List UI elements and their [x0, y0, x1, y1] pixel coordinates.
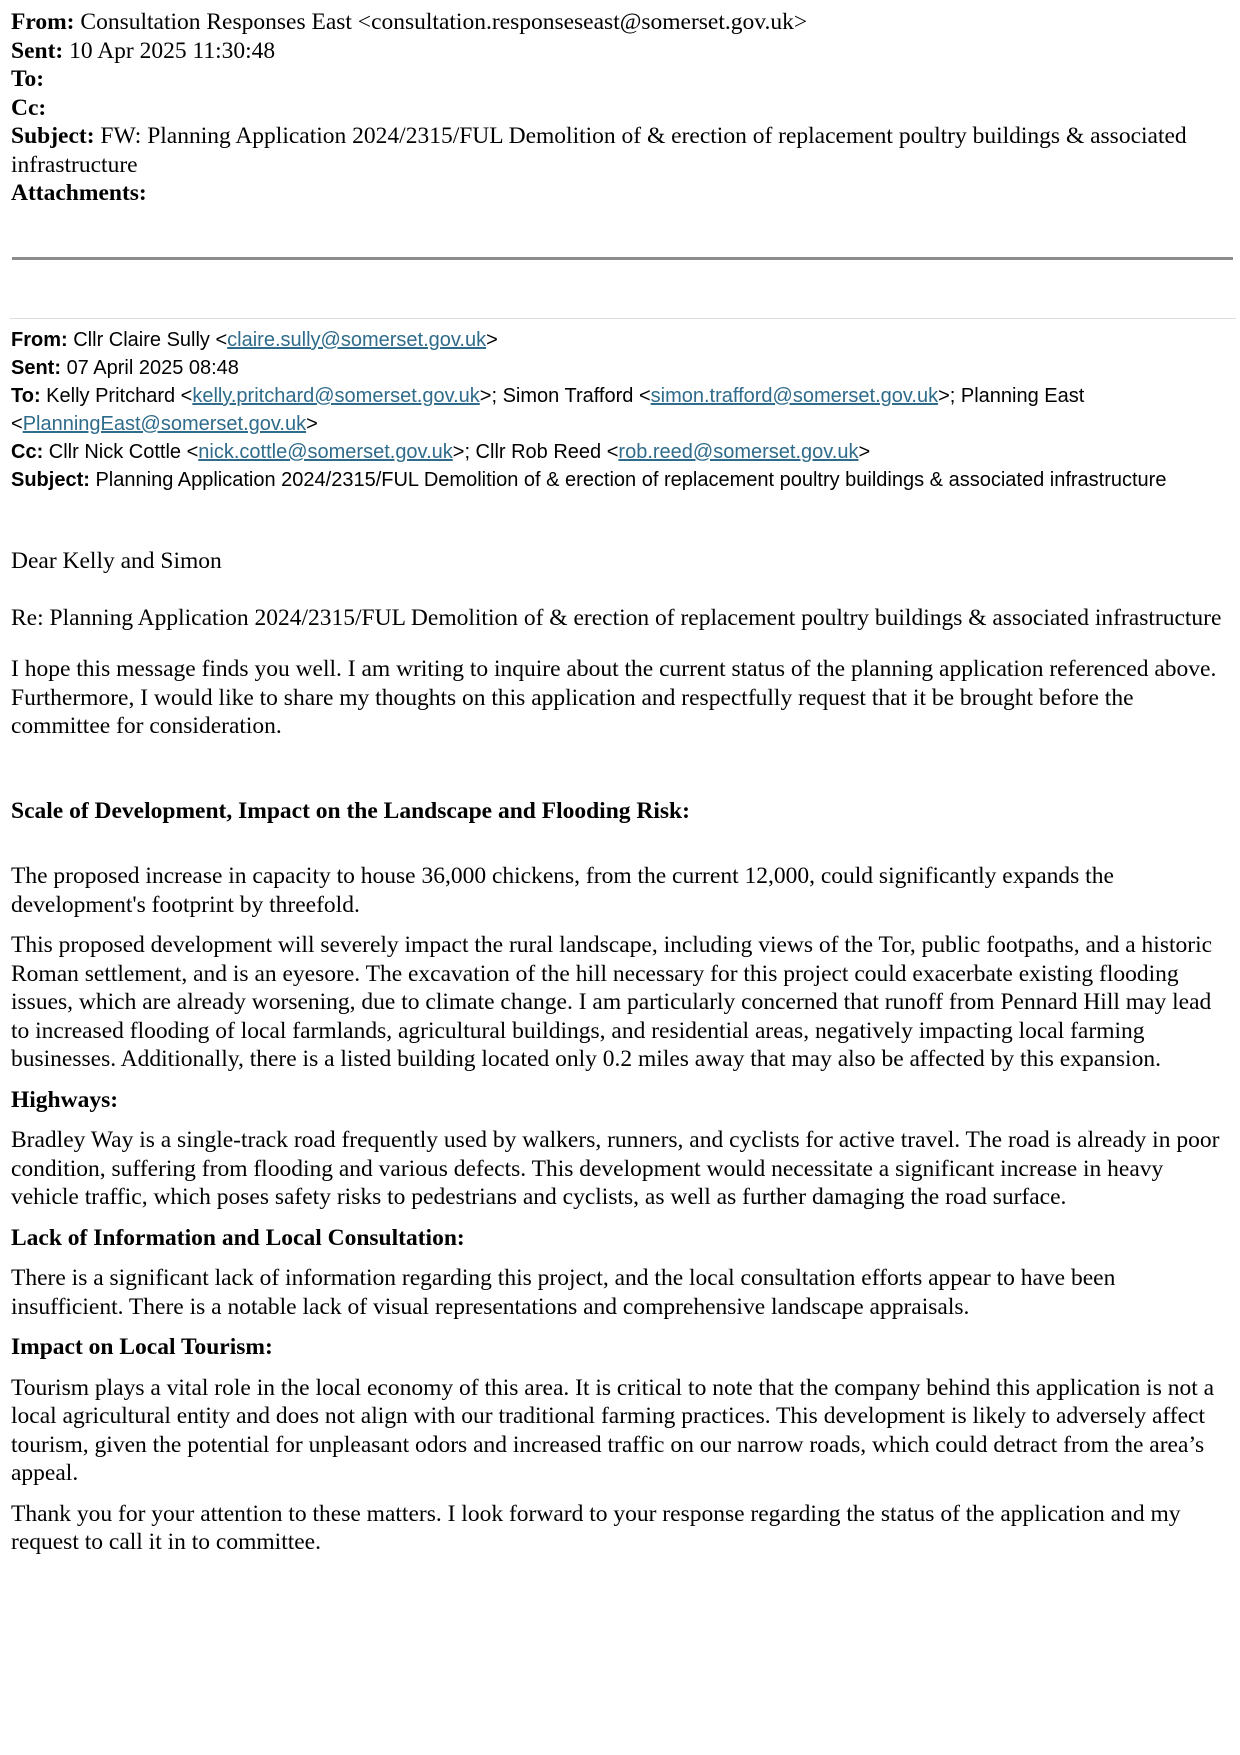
- attachments-label: Attachments:: [11, 180, 147, 206]
- subject-value: FW: Planning Application 2024/2315/FUL Demolition of & erection of replacement poultry buildings & associated infrastructure: [11, 123, 1187, 178]
- to-name-kelly: Kelly Pritchard <: [46, 385, 193, 407]
- from-value: Consultation Responses East <consultation.responseseast@somerset.gov.uk>: [80, 9, 808, 35]
- greeting: Dear Kelly and Simon: [11, 548, 222, 574]
- from-label: From:: [11, 9, 75, 35]
- scale-paragraph-2: This proposed development will severely impact the rural landscape, including views of the Tor, public footpaths, and a historic Roman settlement, and is an eyesore. The excavation of the hill necessary for this project could exacerbate existing flooding issues, which are already worsening, due to climate change. I am particularly concerned that runoff from Pennard Hill may lead to increased flooding of local farmlands, agricultural buildings, and residential areas, negatively impacting local farming businesses. Additionally, there is a listed building located only 0.2 miles away that may also be affected by this expansion.: [11, 932, 1213, 1072]
- email-link-claire-sully[interactable]: claire.sully@somerset.gov.uk: [227, 329, 487, 351]
- email-link-nick-cottle[interactable]: nick.cottle@somerset.gov.uk: [198, 441, 453, 463]
- inner-from-name: Cllr Claire Sully <: [73, 329, 228, 351]
- inner-cc-label: Cc:: [11, 441, 44, 463]
- to-label: To:: [11, 66, 45, 92]
- outer-sent-row: [11, 37, 1221, 66]
- inner-from-row: [11, 326, 1226, 354]
- to-name-planning-east: >; Planning East <: [11, 385, 1085, 435]
- inner-from-label: From:: [11, 329, 68, 351]
- inner-to-row: [11, 382, 1226, 438]
- inner-sent-value: 07 April 2025 08:48: [66, 357, 239, 379]
- outer-email-header: [11, 8, 1221, 208]
- heading-scale-of-development: Scale of Development, Impact on the Landscape and Flooding Risk:: [11, 797, 690, 824]
- inner-subject-row: [11, 466, 1226, 494]
- email-link-simon-trafford[interactable]: simon.trafford@somerset.gov.uk: [650, 385, 939, 407]
- forwarded-email-header: [11, 326, 1226, 494]
- inner-subject-label: Subject:: [11, 469, 90, 491]
- outer-subject-row: [11, 122, 1221, 179]
- to-name-simon: >; Simon Trafford <: [479, 385, 651, 407]
- outer-from-row: [11, 8, 1221, 37]
- heading-local-tourism: Impact on Local Tourism:: [11, 1334, 273, 1360]
- to-close: >: [306, 413, 318, 435]
- subject-label: Subject:: [11, 123, 95, 149]
- inner-cc-row: [11, 438, 1226, 466]
- heading-highways: Highways:: [11, 1086, 119, 1113]
- re-line: Re: Planning Application 2024/2315/FUL Demolition of & erection of replacement poultry buildings & associated infrastructure: [11, 604, 1222, 631]
- outer-to-row: [11, 65, 1221, 94]
- outer-attachments-row: [11, 179, 1221, 208]
- email-link-kelly-pritchard[interactable]: kelly.pritchard@somerset.gov.uk: [192, 385, 480, 407]
- email-link-rob-reed[interactable]: rob.reed@somerset.gov.uk: [618, 441, 859, 463]
- inner-sent-row: [11, 354, 1226, 382]
- sent-label: Sent:: [11, 37, 64, 64]
- header-divider: [12, 257, 1233, 260]
- inner-subject-value: Planning Application 2024/2315/FUL Demolition of & erection of replacement poultry buildings & associated infrastructure: [95, 469, 1167, 491]
- inner-from-close: >: [486, 329, 498, 351]
- cc-label: Cc:: [11, 94, 47, 121]
- scale-paragraph-1: The proposed increase in capacity to house 36,000 chickens, from the current 12,000, could significantly expands the development's footprint by threefold.: [11, 863, 1114, 918]
- information-paragraph: There is a significant lack of information regarding this project, and the local consultation efforts appear to have been insufficient. There is a notable lack of visual representations and comprehensive landscape appraisals.: [11, 1265, 1116, 1320]
- intro-paragraph: I hope this message finds you well. I am writing to inquire about the current status of the planning application referenced above. Furthermore, I would like to share my thoughts on this application and respectfully request that it be brought before the committee for consideration.: [11, 656, 1217, 739]
- closing-paragraph: Thank you for your attention to these matters. I look forward to your response regarding the status of the application and my request to call it in to committee.: [11, 1500, 1181, 1555]
- cc-name-rob: >; Cllr Rob Reed <: [452, 441, 619, 463]
- outer-cc-row: [11, 94, 1221, 123]
- inner-to-label: To:: [11, 385, 41, 407]
- forward-divider: [10, 318, 1236, 319]
- heading-lack-of-information: Lack of Information and Local Consultation:: [11, 1224, 465, 1251]
- letter-body: [11, 547, 1229, 1557]
- sent-value: 10 Apr 2025 11:30:48: [69, 37, 276, 64]
- email-link-planning-east[interactable]: PlanningEast@somerset.gov.uk: [22, 413, 307, 435]
- cc-name-nick: Cllr Nick Cottle <: [48, 441, 199, 463]
- highways-paragraph: Bradley Way is a single-track road frequently used by walkers, runners, and cyclists for active travel. The road is already in poor condition, suffering from flooding and various defects. This development would necessitate a significant increase in heavy vehicle traffic, which poses safety risks to pedestrians and cyclists, as well as further damaging the road surface.: [11, 1127, 1220, 1210]
- cc-close: >: [858, 441, 871, 463]
- inner-sent-label: Sent:: [11, 357, 61, 379]
- tourism-paragraph: Tourism plays a vital role in the local economy of this area. It is critical to note that the company behind this application is not a local agricultural entity and does not align with our traditional farming practices. This development is likely to adversely affect tourism, given the potential for unpleasant odors and increased traffic on our narrow roads, which could detract from the area’s appeal.: [11, 1374, 1215, 1486]
